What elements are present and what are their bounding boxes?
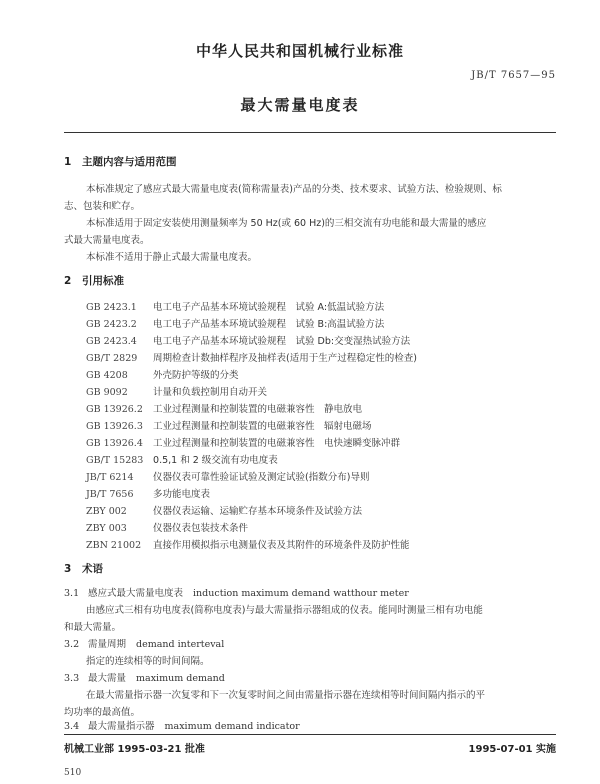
reference-item	[86, 418, 372, 432]
reference-code: GB 13926.2	[86, 404, 143, 415]
approval-date: 机械工业部 1995-03-21 批准	[64, 744, 205, 755]
section-number: 3	[64, 563, 72, 575]
effective-date: 1995-07-01 实施	[468, 744, 556, 755]
term-heading	[64, 585, 409, 599]
page-number: 510	[64, 768, 82, 778]
section-number: 2	[64, 275, 72, 287]
reference-item	[86, 401, 362, 415]
reference-item	[86, 486, 210, 500]
reference-text: 0.5,1 和 2 级交流有功电度表	[153, 455, 278, 466]
term-number: 3.1	[64, 588, 80, 599]
term-heading	[64, 636, 224, 650]
reference-code: GB 2423.4	[86, 336, 137, 347]
reference-item	[86, 333, 410, 347]
section-title: 主题内容与适用范围	[82, 156, 177, 168]
reference-text: 工业过程测量和控制装置的电磁兼容性 辐射电磁场	[153, 421, 372, 432]
reference-text: 外壳防护等级的分类	[153, 370, 239, 381]
reference-text: 多功能电度表	[153, 489, 211, 500]
term-english: maximum demand	[136, 673, 225, 684]
reference-item	[86, 299, 384, 313]
standard-organization: 中华人民共和国机械行业标准	[195, 42, 404, 60]
reference-code: GB 13926.4	[86, 438, 143, 449]
reference-item	[86, 384, 267, 398]
term-number: 3.3	[64, 673, 80, 684]
term-english: maximum demand indicator	[164, 721, 300, 732]
header-rule	[64, 132, 556, 133]
reference-item	[86, 350, 417, 364]
reference-text: 电工电子产品基本环境试验规程 试验 A:低温试验方法	[153, 302, 385, 313]
reference-item	[86, 537, 410, 551]
reference-text: 直接作用模拟指示电测量仪表及其附件的环境条件及防护性能	[153, 540, 410, 551]
paragraph-line: 本标准不适用于静止式最大需量电度表。	[86, 252, 258, 263]
reference-code: ZBY 003	[86, 523, 127, 534]
reference-code: GB 9092	[86, 387, 128, 398]
reference-item	[86, 435, 400, 449]
reference-text: 仪器仪表运输、运输贮存基本环境条件及试验方法	[153, 506, 363, 517]
reference-text: 电工电子产品基本环境试验规程 试验 B:高温试验方法	[153, 319, 385, 330]
reference-item	[86, 367, 239, 381]
reference-code: JB/T 6214	[86, 472, 134, 483]
reference-text: 仪器仪表包装技术条件	[153, 523, 249, 534]
term-number: 3.4	[64, 721, 80, 732]
term-definition: 指定的连续相等的时间间隔。	[86, 656, 210, 667]
term-definition: 和最大需量。	[64, 622, 122, 633]
reference-code: GB/T 2829	[86, 353, 138, 364]
reference-code: ZBY 002	[86, 506, 127, 517]
section-number: 1	[64, 156, 72, 168]
paragraph-line: 本标准适用于固定安装使用测量频率为 50 Hz(或 60 Hz)的三相交流有功电能和最大需量的感应	[86, 218, 487, 229]
reference-text: 周期检查计数抽样程序及抽样表(适用于生产过程稳定性的检查)	[153, 353, 417, 364]
term-english: induction maximum demand watthour meter	[193, 588, 409, 599]
term-number: 3.2	[64, 639, 80, 650]
reference-text: 计量和负载控制用自动开关	[153, 387, 268, 398]
term-chinese: 最大需量	[88, 673, 127, 684]
reference-item	[86, 452, 278, 466]
term-chinese: 最大需量指示器	[88, 721, 155, 732]
reference-code: JB/T 7656	[86, 489, 134, 500]
section-1-heading	[64, 154, 177, 169]
reference-item	[86, 469, 369, 483]
reference-item	[86, 316, 384, 330]
reference-item	[86, 520, 248, 534]
reference-text: 电工电子产品基本环境试验规程 试验 Db:交变湿热试验方法	[153, 336, 411, 347]
reference-code: GB 13926.3	[86, 421, 143, 432]
reference-text: 仪器仪表可靠性验证试验及测定试验(指数分布)导则	[153, 472, 370, 483]
term-definition: 在最大需量指示器一次复零和下一次复零时间之间由需量指示器在连续相等时间间隔内指示的平	[86, 690, 486, 701]
term-english: demand interteval	[136, 639, 225, 650]
reference-code: ZBN 21002	[86, 540, 142, 551]
section-3-heading	[64, 561, 103, 576]
document-title: 最大需量电度表	[240, 96, 360, 114]
reference-code: GB 2423.1	[86, 302, 137, 313]
term-definition: 均功率的最高值。	[64, 707, 141, 718]
paragraph-line: 志、包装和贮存。	[64, 201, 141, 212]
term-chinese: 需量周期	[88, 639, 127, 650]
reference-code: GB 4208	[86, 370, 128, 381]
term-heading	[64, 670, 225, 684]
term-definition: 由感应式三相有功电度表(简称电度表)与最大需量指示器组成的仪表。能同时测量三相有功电能	[86, 605, 483, 616]
reference-text: 工业过程测量和控制装置的电磁兼容性 电快速瞬变脉冲群	[153, 438, 401, 449]
paragraph-line: 本标准规定了感应式最大需量电度表(简称需量表)产品的分类、技术要求、试验方法、检验规则、标	[86, 184, 502, 195]
section-title: 术语	[82, 563, 103, 575]
section-title: 引用标准	[82, 275, 124, 287]
reference-item	[86, 503, 362, 517]
section-2-heading	[64, 273, 124, 288]
footer-rule	[64, 734, 556, 735]
term-chinese: 感应式最大需量电度表	[88, 588, 184, 599]
paragraph-line: 式最大需量电度表。	[64, 235, 150, 246]
reference-code: GB 2423.2	[86, 319, 137, 330]
standard-number: JB/T 7657—95	[471, 70, 556, 81]
reference-code: GB/T 15283	[86, 455, 144, 466]
reference-text: 工业过程测量和控制装置的电磁兼容性 静电放电	[153, 404, 363, 415]
term-heading	[64, 718, 300, 732]
